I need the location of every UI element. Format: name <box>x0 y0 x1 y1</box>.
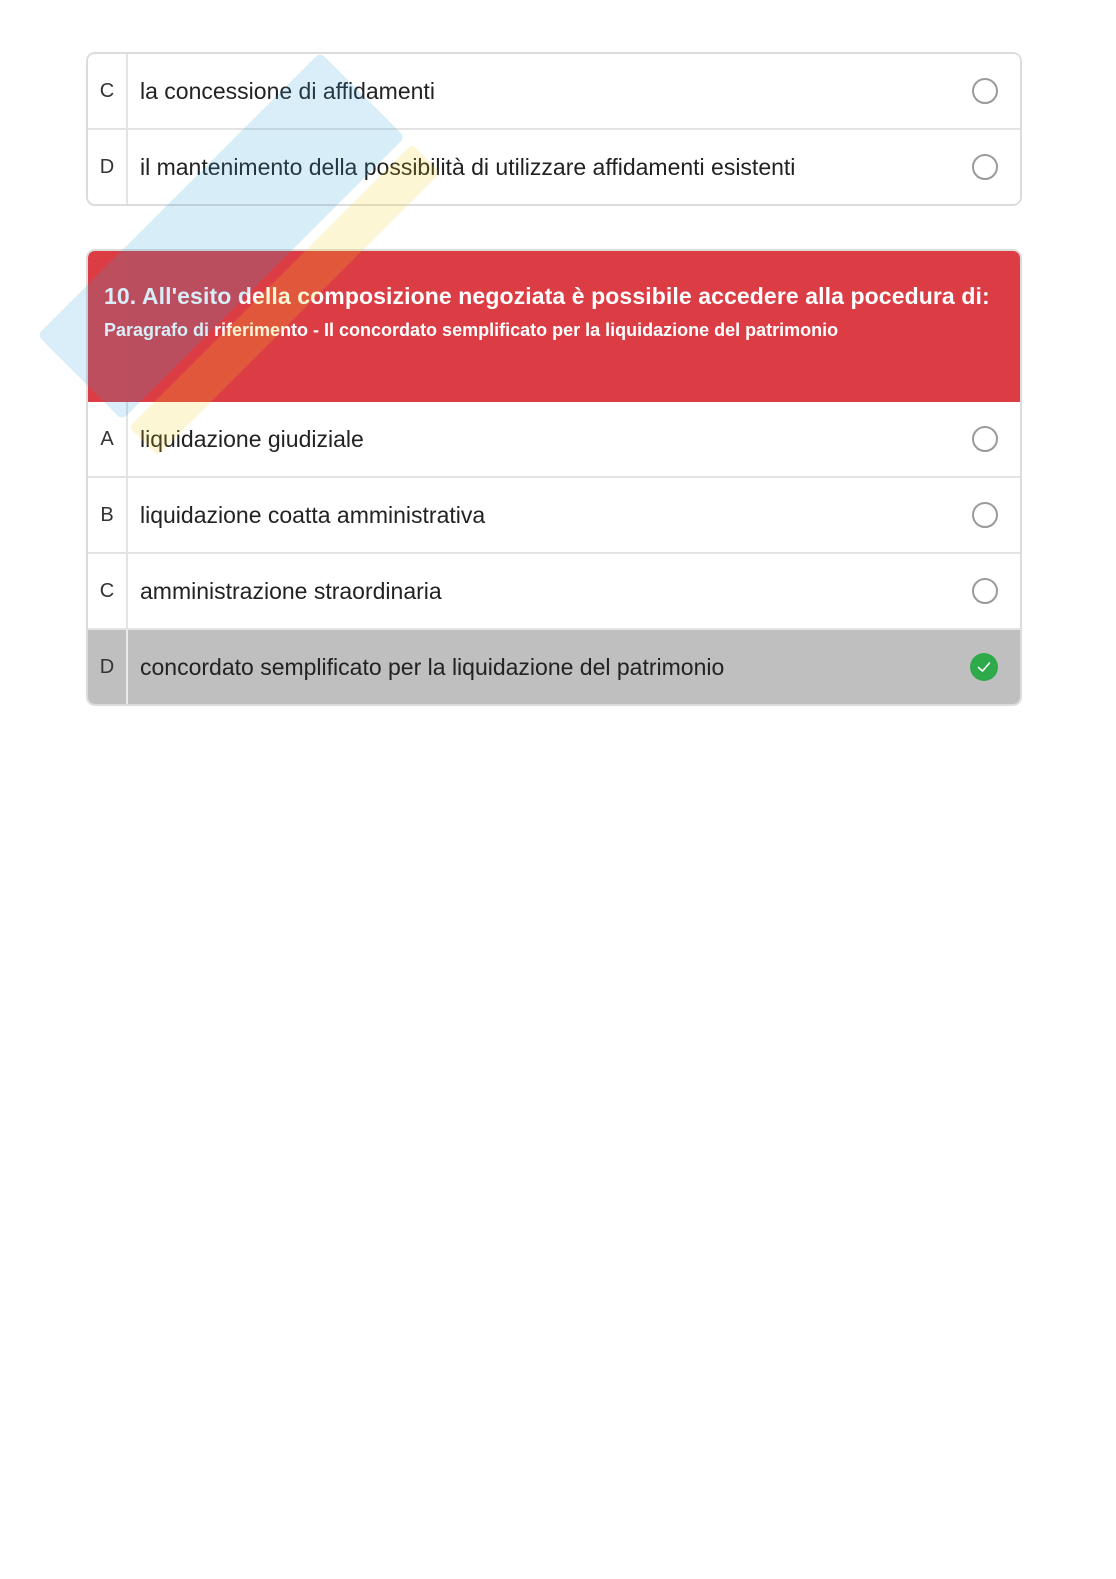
option-text: concordato semplificato per la liquidazione del patrimonio <box>140 653 725 680</box>
option-row-c[interactable] <box>88 54 1020 128</box>
check-icon[interactable] <box>970 653 998 681</box>
option-letter: C <box>88 554 128 628</box>
option-letter: C <box>88 54 128 128</box>
option-text: liquidazione coatta amministrativa <box>140 501 486 528</box>
radio-circle-icon[interactable] <box>972 78 998 104</box>
radio-circle-icon[interactable] <box>972 426 998 452</box>
question-title: 10. All'esito della composizione negoziata è possibile accedere alla pocedura di: <box>104 283 990 309</box>
radio-circle-icon[interactable] <box>972 502 998 528</box>
option-letter: B <box>88 478 128 552</box>
option-letter: D <box>88 130 128 204</box>
option-row-d[interactable] <box>88 128 1020 204</box>
radio-circle-icon[interactable] <box>972 578 998 604</box>
previous-question-card <box>86 52 1022 206</box>
option-text: amministrazione straordinaria <box>140 577 442 604</box>
option-letter: D <box>88 630 128 704</box>
option-row-a[interactable] <box>88 402 1020 476</box>
option-text: liquidazione giudiziale <box>140 425 364 452</box>
question-reference: Paragrafo di riferimento - Il concordato semplificato per la liquidazione del patrimonio <box>104 320 839 340</box>
question-header <box>88 251 1020 402</box>
option-row-b[interactable] <box>88 476 1020 552</box>
option-text: la concessione di affidamenti <box>140 77 435 104</box>
option-row-c[interactable] <box>88 552 1020 628</box>
option-text: il mantenimento della possibilità di utilizzare affidamenti esistenti <box>140 153 796 180</box>
option-row-d-correct[interactable] <box>88 628 1020 704</box>
radio-circle-icon[interactable] <box>972 154 998 180</box>
question-10-card <box>86 249 1022 706</box>
option-letter: A <box>88 402 128 476</box>
